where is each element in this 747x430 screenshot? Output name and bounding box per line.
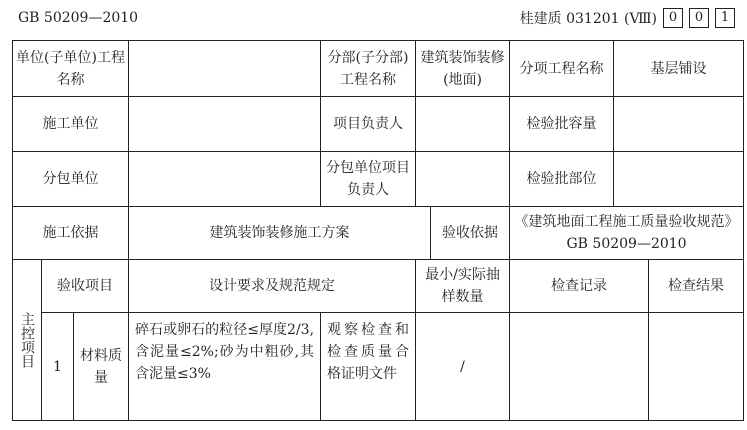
record-header: 检查记录 xyxy=(510,260,649,313)
acceptance-label: 验收依据 xyxy=(431,207,510,260)
result-header: 检查结果 xyxy=(649,260,744,313)
subcontractor-value[interactable] xyxy=(129,152,321,207)
item-sample: / xyxy=(416,313,510,421)
form-box-1: 0 xyxy=(663,8,683,28)
item-header: 验收项目 xyxy=(42,260,129,313)
form-box-3: 1 xyxy=(715,8,735,28)
table-row xyxy=(13,313,744,421)
subitem-value: 基层铺设 xyxy=(614,41,744,97)
basis-label: 施工依据 xyxy=(13,207,129,260)
standard-number: GB 50209—2010 xyxy=(18,10,139,26)
batch-location-value[interactable] xyxy=(614,152,744,207)
basis-value: 建筑装饰装修施工方案 xyxy=(129,207,431,260)
contractor-label: 施工单位 xyxy=(13,97,129,152)
form-code-group xyxy=(520,8,735,28)
item-record[interactable] xyxy=(510,313,649,421)
item-number: 1 xyxy=(42,313,74,421)
sub-manager-label: 分包单位项目负责人 xyxy=(321,152,416,207)
acceptance-value: 《建筑地面工程施工质量验收规范》GB 50209—2010 xyxy=(510,207,744,260)
project-manager-value[interactable] xyxy=(416,97,510,152)
form-code: 桂建质 031201 (Ⅷ) xyxy=(519,11,657,27)
item-requirement: 碎石或卵石的粒径≤厚度2/3,含泥量≤2%;砂为中粗砂,其含泥量≤3% xyxy=(129,313,321,421)
item-result[interactable] xyxy=(649,313,744,421)
division-label: 分部(子分部)工程名称 xyxy=(321,41,416,97)
main-control-label xyxy=(13,260,42,421)
min-sample-header: 最小/实际抽样数量 xyxy=(416,260,510,313)
main-control-text: 主控项目 xyxy=(19,312,35,368)
batch-capacity-label: 检验批容量 xyxy=(510,97,614,152)
item-method: 观察检查和检查质量合格证明文件 xyxy=(321,313,416,421)
project-manager-label: 项目负责人 xyxy=(321,97,416,152)
unit-name-label: 单位(子单位)工程名称 xyxy=(13,41,129,97)
sub-manager-value[interactable] xyxy=(416,152,510,207)
batch-location-label: 检验批部位 xyxy=(510,152,614,207)
batch-capacity-value[interactable] xyxy=(614,97,744,152)
contractor-value[interactable] xyxy=(129,97,321,152)
inspection-table xyxy=(12,40,744,421)
item-name: 材料质量 xyxy=(74,313,129,421)
form-box-2: 0 xyxy=(689,8,709,28)
division-value: 建筑装饰装修(地面) xyxy=(416,41,510,97)
unit-name-value[interactable] xyxy=(129,41,321,97)
requirement-header: 设计要求及规范规定 xyxy=(129,260,416,313)
subitem-label: 分项工程名称 xyxy=(510,41,614,97)
subcontractor-label: 分包单位 xyxy=(13,152,129,207)
